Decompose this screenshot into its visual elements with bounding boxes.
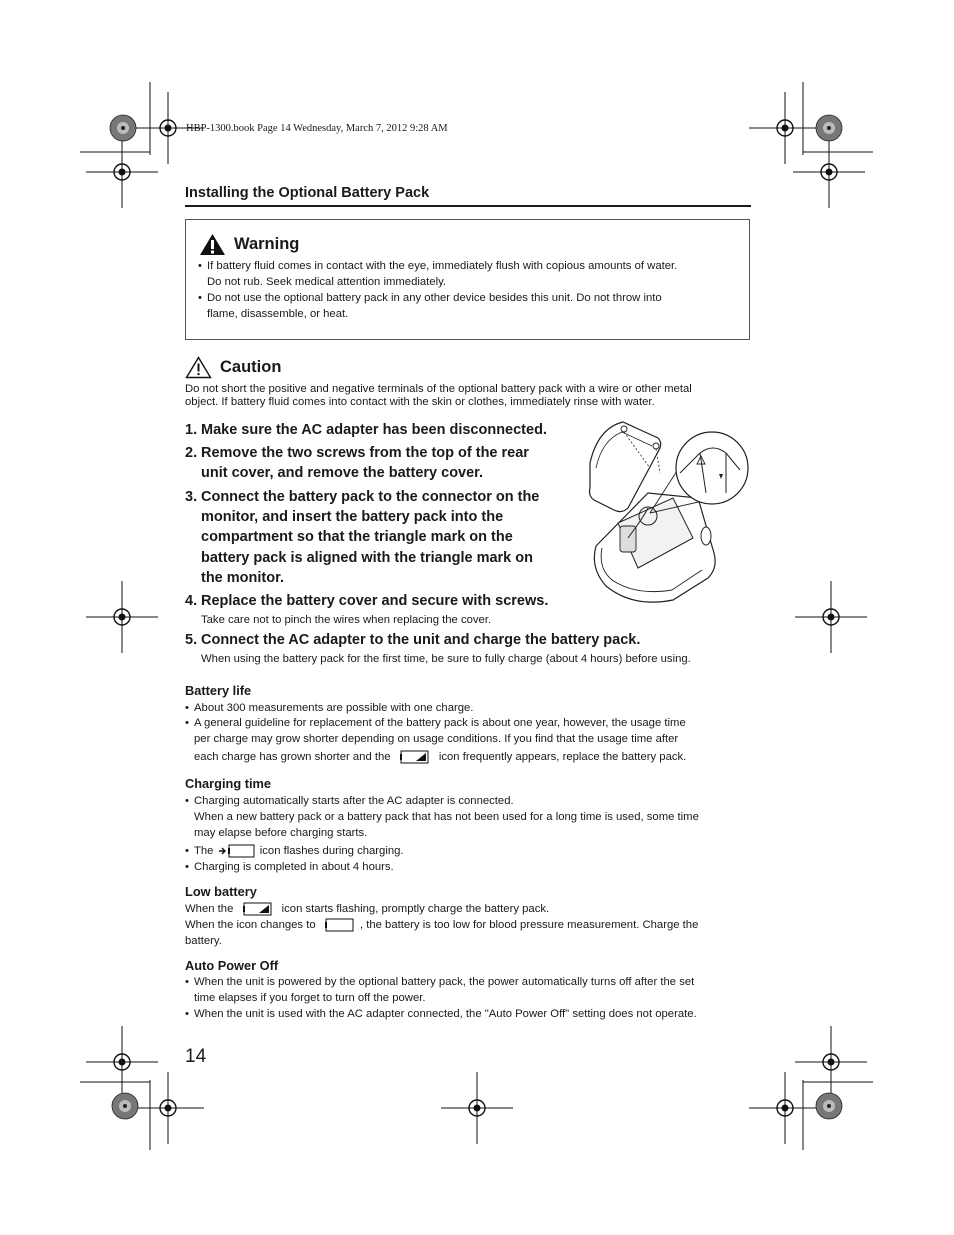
- caution-title: Caution: [220, 358, 282, 376]
- caution-triangle-icon: [185, 356, 212, 379]
- warning-heading: [199, 233, 299, 256]
- title-rule: [185, 205, 751, 207]
- caution-heading: [185, 356, 281, 379]
- warning-title: Warning: [234, 235, 300, 253]
- caution-text: [185, 383, 692, 408]
- warning-triangle-icon: [199, 233, 226, 256]
- header-file-info: HBP-1300.book Page 14 Wednesday, March 7, 2012 9:28 AM: [186, 123, 448, 134]
- section-title: Installing the Optional Battery Pack: [185, 185, 430, 201]
- warning-item-2-line1: Do not use the optional battery pack in any other device besides this unit. Do not throw into: [207, 292, 662, 304]
- auto-power-off-heading: Auto Power Off: [185, 958, 279, 973]
- empty-battery-icon: [325, 918, 355, 932]
- low-battery-icon: [400, 750, 430, 764]
- warning-item-1-line1: If battery fluid comes in contact with the eye, immediately flush with copious amounts of water.: [207, 260, 678, 272]
- low-battery-line-1: When the icon starts flashing, promptly charge the battery pack.: [185, 903, 550, 915]
- low-battery-line-2: When the icon changes to , the battery is too low for blood pressure measurement. Charge the: [185, 919, 699, 931]
- low-battery-heading: Low battery: [185, 884, 257, 899]
- battery-life-heading: Battery life: [185, 683, 252, 698]
- warning-item-2-line2: flame, disassemble, or heat.: [207, 308, 349, 320]
- warning-item-1-line2: Do not rub. Seek medical attention immediately.: [207, 276, 447, 288]
- battery-installation-illustration: [588, 418, 752, 608]
- charging-time-heading: Charging time: [185, 776, 272, 791]
- step-5-note: When using the battery pack for the first time, be sure to fully charge (about 4 hours) before using.: [201, 653, 691, 665]
- low-battery-line-3: battery.: [185, 935, 222, 947]
- page-number: 14: [185, 1046, 207, 1067]
- caution-line-2: object. If battery fluid comes into contact with the skin or clothes, immediately rinse with water.: [185, 395, 655, 408]
- step-4-note: Take care not to pinch the wires when replacing the cover.: [201, 614, 492, 626]
- caution-line-1: Do not short the positive and negative terminals of the optional battery pack with a wire or other metal: [185, 383, 692, 395]
- charging-battery-icon: [219, 844, 255, 858]
- low-battery-icon-2: [243, 902, 273, 916]
